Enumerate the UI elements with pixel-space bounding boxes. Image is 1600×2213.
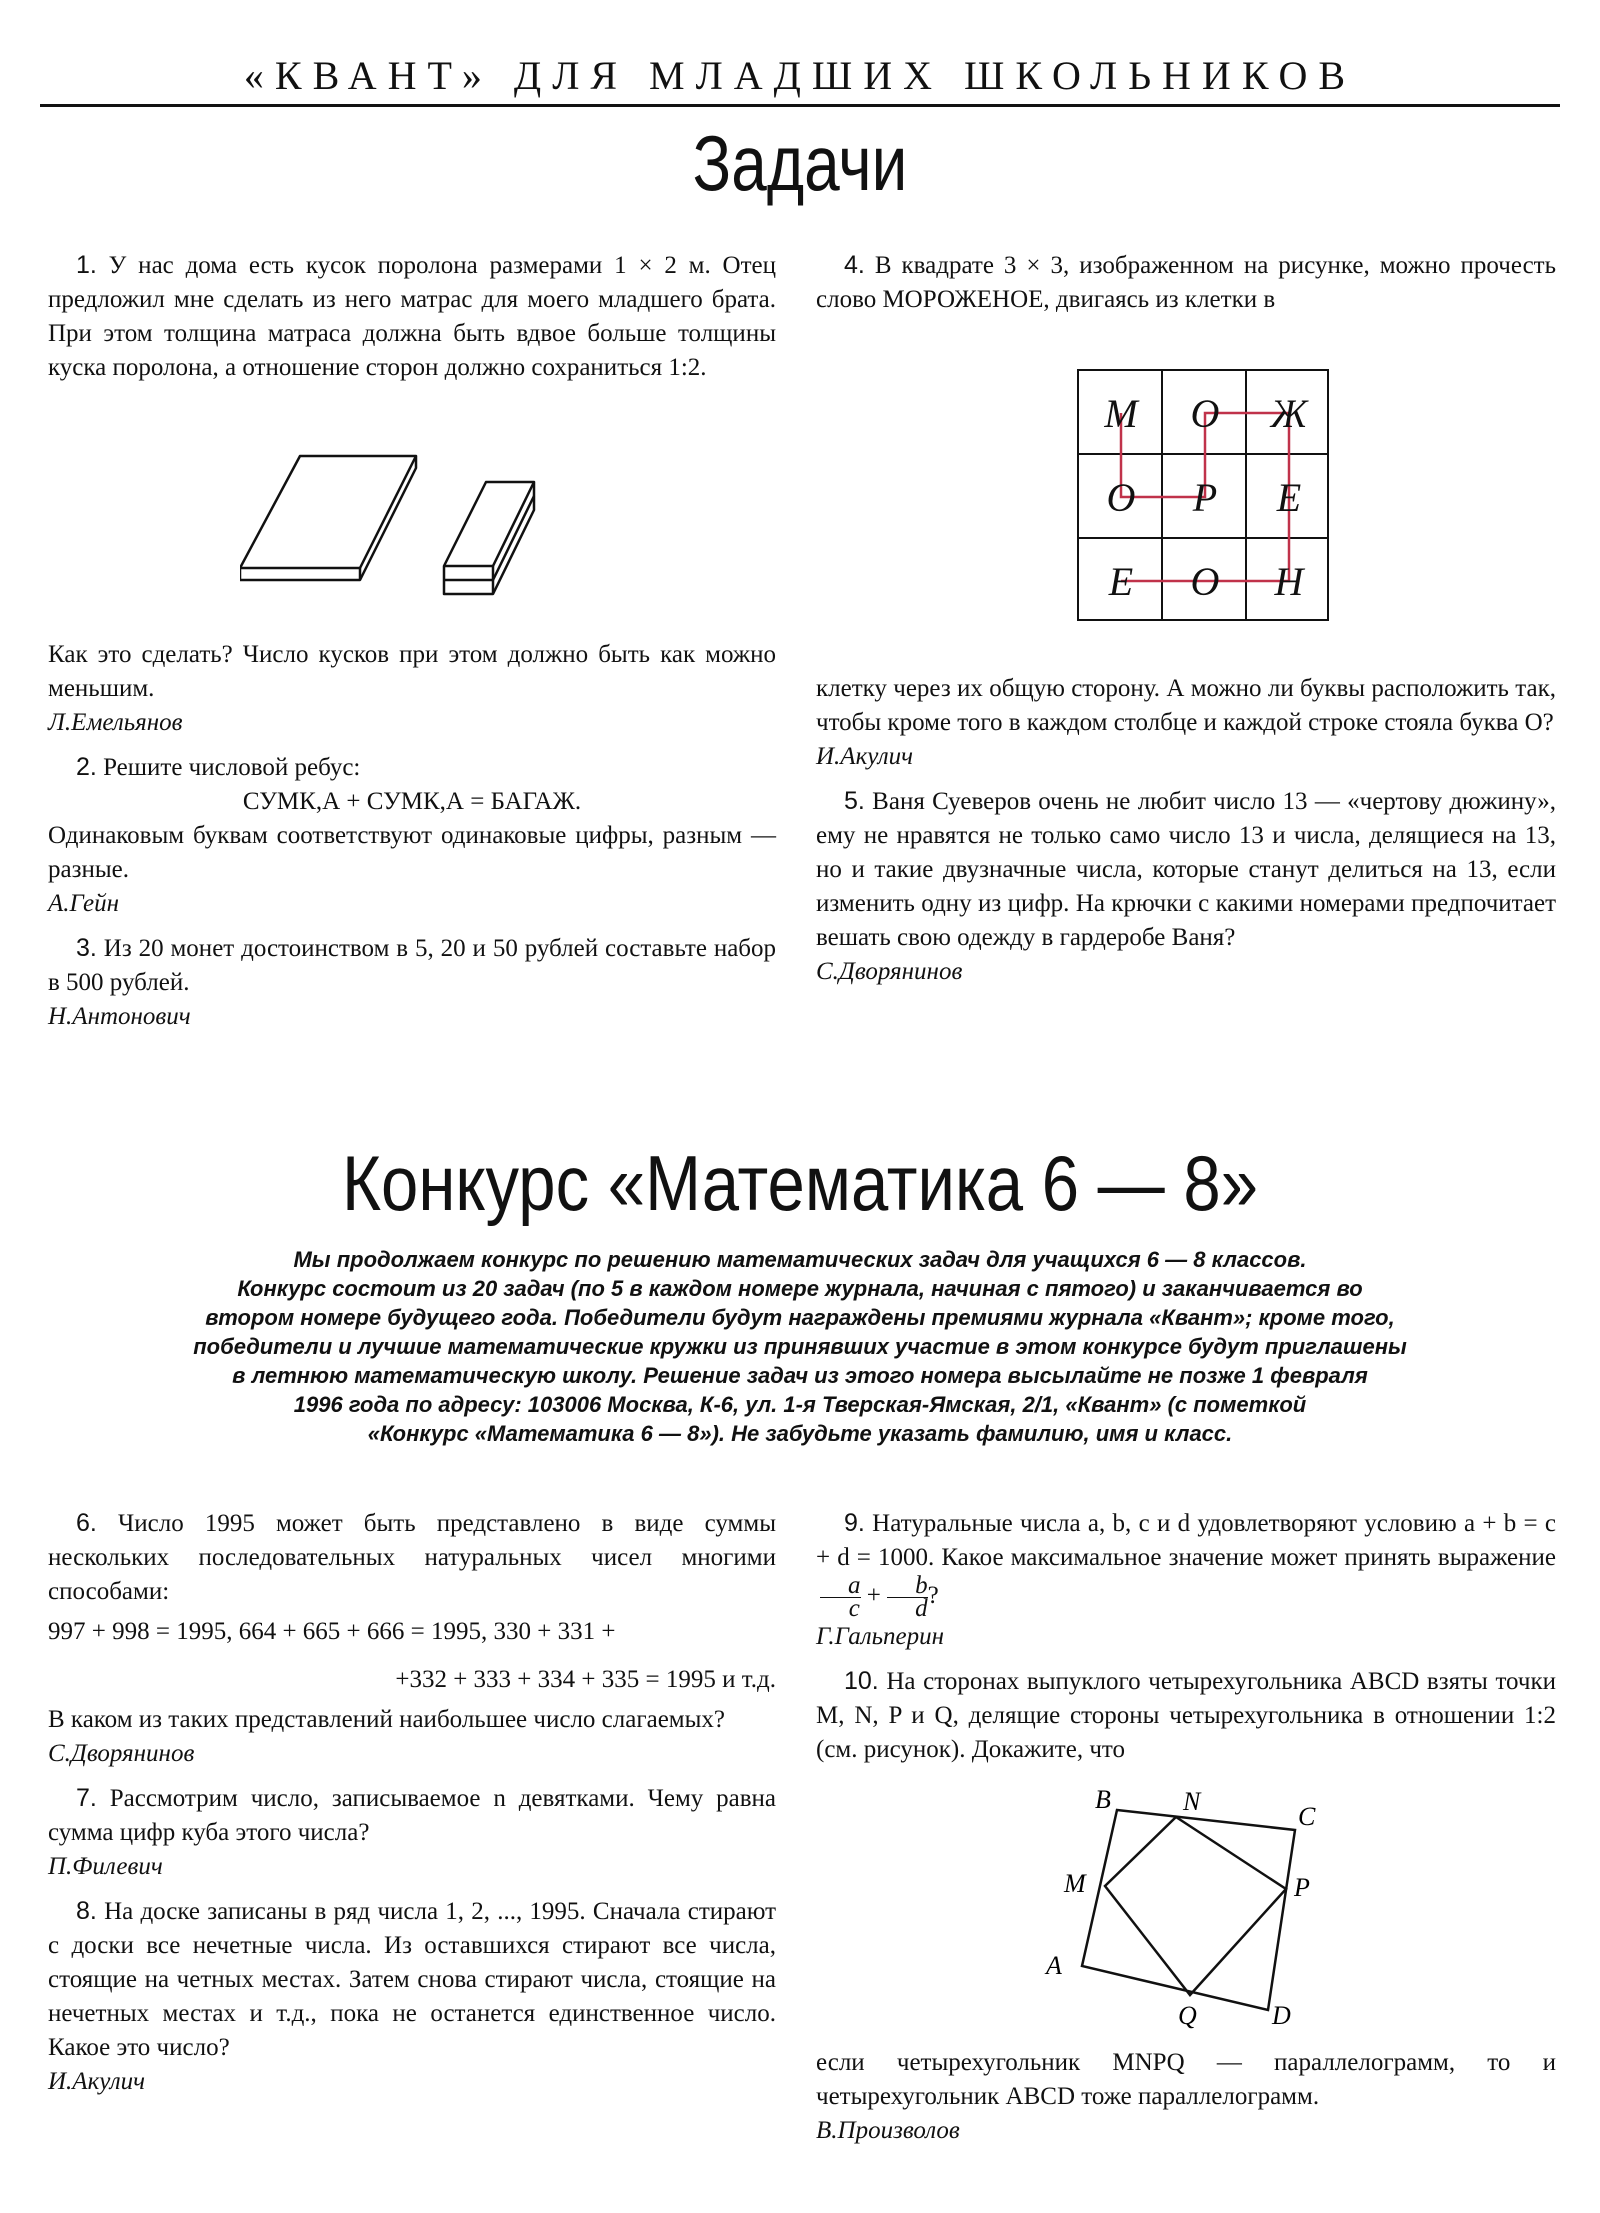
problem-2-rebus: СУМК,А + СУМК,А = БАГАЖ. (242, 788, 582, 815)
label-n: N (1183, 1787, 1201, 1816)
fraction-a-c: $\frac{a}{c}$ (820, 1575, 861, 1620)
grid-cell: Ж (1270, 390, 1308, 436)
label-a: A (1046, 1951, 1062, 1980)
problem-5-text: Ваня Суеверов очень не любит число 13 — «чертову дюжину», ему не нравятся не только само число 13 и числа, делящиеся на 13, но и такие двузначные числа, которые станут делиться на 13, если изменить одну из цифр. На крючки с какими номерами предпочитает вешать свою одежду в гардеробе Ваня? (816, 788, 1556, 951)
grid-cell: О (1106, 474, 1136, 520)
header-rule (40, 104, 1560, 107)
problem-4-text: В квадрате 3 × 3, изображенном на рисунке, можно прочесть слово МОРОЖЕНОЕ, двигаясь из клетки в (816, 252, 1556, 313)
problem-5-author: С.Дворянинов (816, 958, 963, 985)
problem-number: 7. (76, 1784, 97, 1812)
problem-9-author: Г.Гальперин (816, 1623, 944, 1650)
fraction-b-d: $\frac{b}{d}$ (887, 1575, 928, 1620)
word-grid (1077, 369, 1329, 621)
grid-cell: Р (1192, 474, 1218, 520)
quadrilateral-figure (1040, 1780, 1340, 2030)
problems-9-10 (816, 1506, 1556, 1767)
plus-sign: + (866, 1582, 881, 1610)
intro-line: «Конкурс «Математика 6 — 8»). Не забудьте указать фамилию, имя и класс. (367, 1421, 1233, 1446)
contest-intro (160, 1245, 1440, 1448)
label-c: C (1298, 1802, 1316, 1831)
problem-number: 10. (844, 1667, 879, 1695)
problem-1-author: Л.Емельянов (48, 709, 183, 736)
quadrilateral-abcd (1082, 1810, 1295, 2010)
problem-10-text: На сторонах выпуклого четырехугольника ABCD взяты точки M, N, P и Q, делящие стороны четырехугольника в отношении 1:2 (см. рисунок). Докажите, что (816, 1668, 1556, 1763)
problem-8-text: На доске записаны в ряд числа 1, 2, ..., 1995. Сначала стирают с доски все нечетные числа. Из оставшихся стирают все числа, стоящие на четных местах. Затем снова стирают числа, стоящие на нечетных местах и т.д., пока не останется единственное число. Какое это число? (48, 1898, 776, 2061)
problem-1 (48, 248, 776, 385)
problem-8-author: И.Акулич (48, 2068, 146, 2095)
grid-cell: Е (1276, 474, 1302, 520)
grid-cell: М (1104, 390, 1138, 436)
foam-piece-thin (240, 456, 416, 580)
problem-2-condition: Одинаковым буквам соответствуют одинаковые цифры, разным — разные. (48, 822, 776, 883)
problem-3-text: Из 20 монет достоинством в 5, 20 и 50 рублей составьте набор в 500 рублей. (48, 935, 777, 996)
problem-number: 5. (844, 787, 865, 815)
problem-6-text: Число 1995 может быть представлено в виде суммы нескольких последовательных натуральных чисел многими способами: (48, 1510, 776, 1605)
intro-line: втором номере будущего года. Победители будут награждены премиями журнала «Квант»; кроме того, (205, 1305, 1395, 1330)
grid-cell: Е (1108, 558, 1134, 604)
problem-number: 2. (76, 753, 97, 781)
problem-2-text: Решите числовой ребус: (103, 754, 361, 781)
intro-line: 1996 года по адресу: 103006 Москва, К-6, ул. 1-я Тверская-Ямская, 2/1, «Квант» (с пометкой (293, 1392, 1307, 1417)
problem-number: 4. (844, 251, 865, 279)
problem-6-question: В каком из таких представлений наибольшее число слагаемых? (48, 1706, 726, 1733)
problem-number: 3. (76, 934, 97, 962)
problem-number: 8. (76, 1897, 97, 1925)
magazine-section-header: «КВАНТ» ДЛЯ МЛАДШИХ ШКОЛЬНИКОВ (243, 53, 1357, 98)
problem-3-author: Н.Антонович (48, 1003, 191, 1030)
label-b: B (1095, 1785, 1111, 1814)
grid-cell: О (1190, 558, 1220, 604)
problem-6-author: С.Дворянинов (48, 1740, 195, 1767)
section-title-contest: Конкурс «Математика 6 — 8» (341, 1139, 1259, 1227)
problem-4-author: И.Акулич (816, 743, 914, 770)
problem-10-question: если четырехугольник MNPQ — параллелограмм, то и четырехугольник ABCD тоже параллелограмм. (816, 2049, 1556, 2110)
problem-7-author: П.Филевич (48, 1853, 163, 1880)
intro-line: Конкурс состоит из 20 задач (по 5 в каждом номере журнала, начиная с пятого) и заканчивается во (237, 1276, 1363, 1301)
problem-4-question: клетку через их общую сторону. А можно ли буквы расположить так, чтобы кроме того в каждом столбце и каждой строке стояла буква О? (816, 675, 1556, 736)
problem-6-formula-line-2: +332 + 333 + 334 + 335 = 1995 и т.д. (395, 1666, 776, 1693)
label-m: M (1064, 1869, 1086, 1898)
quadrilateral-mnpq (1105, 1817, 1286, 1995)
problem-1-text: У нас дома есть кусок поролона размерами 1 × 2 м. Отец предложил мне сделать из него матрас для моего младшего брата. При этом толщина матраса должна быть вдвое больше толщины куска поролона, а отношение сторон должно сохраниться 1:2. (48, 252, 776, 381)
problem-1-question: Как это сделать? Число кусков при этом должно быть как можно меньшим. (48, 641, 776, 702)
problem-1-question-block (48, 638, 776, 1034)
problem-10-author: В.Произволов (816, 2117, 960, 2144)
problem-2-author: А.Гейн (48, 890, 119, 917)
problem-number: 6. (76, 1509, 97, 1537)
grid-cell: О (1190, 390, 1220, 436)
section-title-problems: Задачи (692, 119, 908, 207)
label-p: P (1294, 1873, 1310, 1902)
foam-piece-stacked (444, 482, 534, 594)
intro-line: Мы продолжаем конкурс по решению математических задач для учащихся 6 — 8 классов. (293, 1247, 1307, 1272)
problem-9-text: Натуральные числа a, b, c и d удовлетворяют условию a + b = c + d = 1000. Какое максимальное значение может принять выражение (816, 1510, 1556, 1571)
label-d: D (1272, 2001, 1291, 2030)
question-mark: ? (927, 1582, 939, 1610)
problem-4-continued (816, 672, 1556, 989)
problem-6-formula-line-1: 997 + 998 = 1995, 664 + 665 + 666 = 1995, 330 + 331 + (48, 1618, 616, 1645)
problem-7-text: Рассмотрим число, записываемое n девятками. Чему равна сумма цифр куба этого числа? (48, 1785, 776, 1846)
intro-line: победители и лучшие математические кружки из принявших участие в этом конкурсе будут приглашены (193, 1334, 1407, 1359)
foam-figure (240, 450, 560, 600)
intro-line: в летнюю математическую школу. Решение задач из этого номера высылайте не позже 1 февраля (232, 1363, 1368, 1388)
grid-cell: Н (1274, 558, 1304, 604)
problem-10-continued (816, 2046, 1556, 2148)
label-q: Q (1178, 2001, 1197, 2030)
problem-number: 9. (844, 1509, 865, 1537)
problem-number: 1. (76, 251, 97, 279)
problem-4 (816, 248, 1556, 317)
problems-6-8 (48, 1506, 776, 2099)
